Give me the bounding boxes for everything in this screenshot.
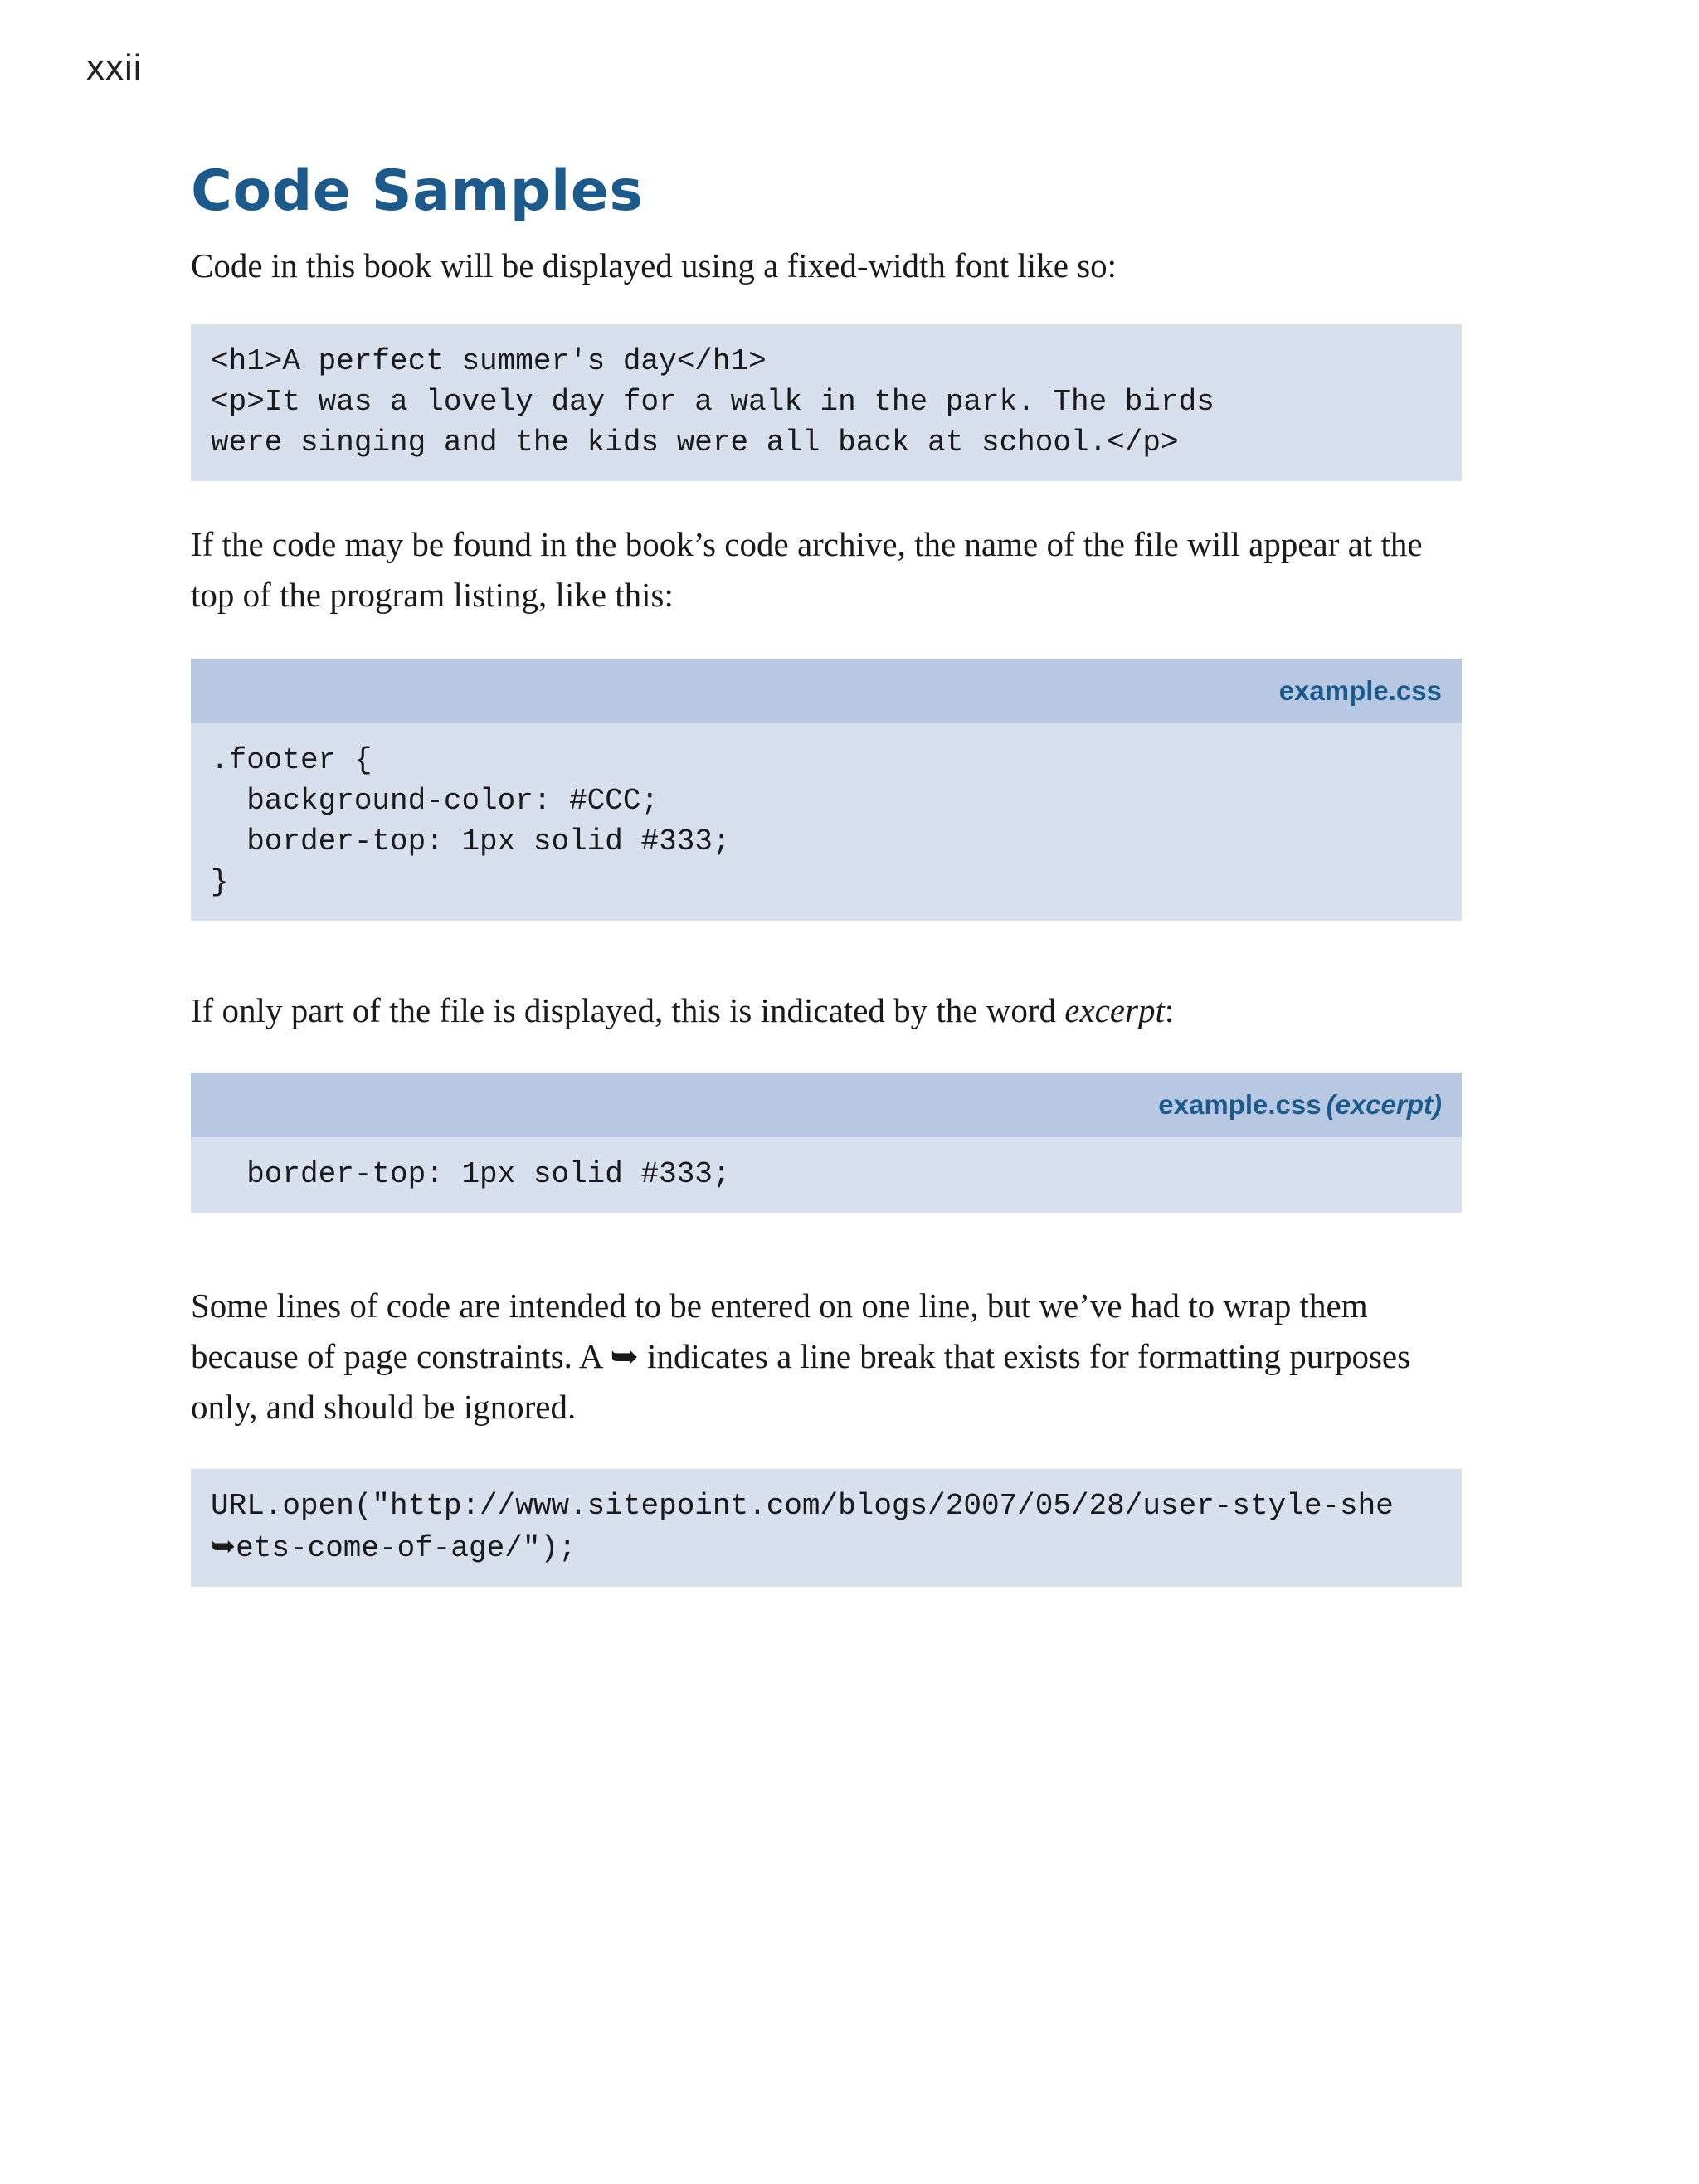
excerpt-paragraph [191, 985, 1462, 1036]
code-filename: example.css [1278, 674, 1442, 706]
code-line: were singing and the kids were all back at school.</p> [211, 425, 1179, 460]
code-line: <p>It was a lovely day for a walk in the park. The birds [211, 384, 1215, 419]
code-line: border-top: 1px solid #333; [211, 824, 731, 859]
wrap-paragraph: Some lines of code are intended to be entered on one line, but we’ve had to wrap them because of page constraints. A ➥ indicates a line break that exists for formatting purposes only, and should be ignored. [191, 1286, 1411, 1426]
code-filename: example.css [1158, 1088, 1322, 1120]
intro-paragraph: Code in this book will be displayed using a fixed-width font like so: [191, 246, 1117, 285]
code-line: .footer { [211, 742, 372, 777]
spacer [191, 1036, 1462, 1073]
line-wrap-arrow-icon: ➥ [211, 1529, 236, 1564]
code-listing [191, 1469, 1462, 1587]
code-filename-header [191, 659, 1462, 723]
section-title: Code Samples [191, 158, 644, 224]
code-listing [191, 723, 1462, 921]
code-line-wrapped [211, 1526, 1442, 1569]
code-line: background-color: #CCC; [211, 783, 660, 818]
code-block-excerpt [191, 1073, 1462, 1213]
code-line: } [211, 864, 229, 899]
spacer [191, 1432, 1462, 1469]
code-block-basic [191, 324, 1462, 481]
code-block-wrapped [191, 1469, 1462, 1587]
code-block-with-filename [191, 659, 1462, 921]
spacer [191, 620, 1462, 659]
excerpt-text-after: : [1164, 990, 1175, 1029]
code-line-continuation: ets-come-of-age/"); [236, 1530, 577, 1565]
code-listing [191, 1137, 1462, 1213]
spacer [191, 481, 1462, 519]
spacer [191, 226, 1462, 241]
spacer [191, 1213, 1462, 1281]
code-filename-header [191, 1073, 1462, 1137]
code-line: <h1>A perfect summer's day</h1> [211, 343, 767, 378]
code-listing [191, 324, 1462, 481]
archive-paragraph: If the code may be found in the book’s code archive, the name of the file will appear at the top of the program listing, like this: [191, 524, 1423, 614]
spacer [191, 921, 1462, 985]
code-excerpt-label: (excerpt) [1326, 1088, 1442, 1120]
excerpt-text-before: If only part of the file is displayed, this is indicated by the word [191, 990, 1065, 1029]
code-line: URL.open("http://www.sitepoint.com/blogs/2007/05/28/user-style-she [211, 1488, 1394, 1523]
page-number: xxii [86, 47, 143, 88]
excerpt-emphasis: excerpt [1064, 990, 1165, 1029]
code-line: border-top: 1px solid #333; [211, 1156, 731, 1191]
spacer [191, 291, 1462, 324]
page-content [191, 158, 1462, 1587]
